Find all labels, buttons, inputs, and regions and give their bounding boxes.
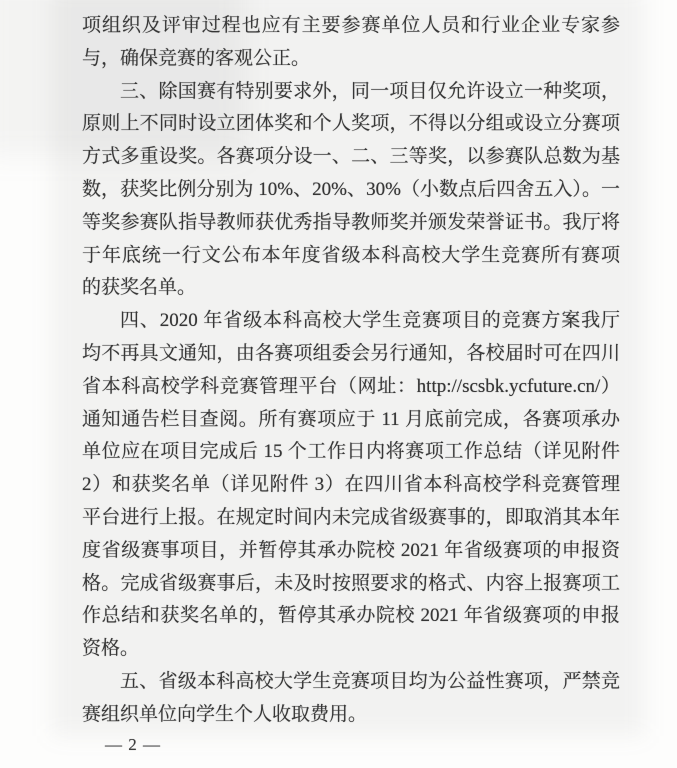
- page-number: — 2 —: [105, 735, 161, 754]
- text-line: 2）和获奖名单（详见附件 3）在四川省本科高校学科竞赛管理: [82, 474, 620, 496]
- text-line: 三、除国赛有特别要求外，同一项目仅允许设立一种奖项，: [120, 80, 620, 102]
- text-line: 单位应在项目完成后 15 个工作日内将赛项工作总结（详见附件: [82, 441, 620, 463]
- text-line: 原则上不同时设立团体奖和个人奖项，不得以分组或设立分赛项: [82, 113, 620, 135]
- text-line: 等奖参赛队指导教师获优秀指导教师奖并颁发荣誉证书。我厅将: [82, 211, 620, 233]
- text-line: 于年底统一行文公布本年度省级本科高校大学生竞赛所有赛项: [82, 244, 620, 266]
- text-line: 的获奖名单。: [82, 277, 197, 299]
- text-line: 通知通告栏目查阅。所有赛项应于 11 月底前完成，各赛项承办: [82, 408, 620, 430]
- text-line: 平台进行上报。在规定时间内未完成省级赛事的，即取消其本年: [82, 506, 620, 528]
- text-line: 与，确保竞赛的客观公正。: [82, 47, 311, 69]
- text-line: 度省级赛事项目，并暂停其承办院校 2021 年省级赛项的申报资: [82, 539, 620, 561]
- text-line: 资格。: [82, 638, 140, 660]
- text-line: 数，获奖比例分别为 10%、20%、30%（小数点后四舍五入）。一: [82, 178, 620, 200]
- text-line: 方式多重设奖。各赛项分设一、二、三等奖，以参赛队总数为基: [82, 146, 620, 168]
- text-line: 赛组织单位向学生个人收取费用。: [82, 703, 368, 725]
- text-line: 格。完成省级赛事后，未及时按照要求的格式、内容上报赛项工: [82, 572, 620, 594]
- text-line: 四、2020 年省级本科高校大学生竞赛项目的竞赛方案我厅: [120, 310, 620, 332]
- text-line: 省本科高校学科竞赛管理平台（网址：http://scsbk.ycfuture.cn/）: [82, 375, 620, 397]
- text-line: 均不再具文通知，由各赛项组委会另行通知，各校届时可在四川: [82, 342, 620, 364]
- text-line: 项组织及评审过程也应有主要参赛单位人员和行业企业专家参: [82, 15, 620, 36]
- document-body-text: [82, 10, 620, 732]
- text-line: 作总结和获奖名单的，暂停其承办院校 2021 年省级赛项的申报: [82, 605, 620, 627]
- text-line: 五、省级本科高校大学生竞赛项目均为公益性赛项，严禁竞: [120, 670, 620, 692]
